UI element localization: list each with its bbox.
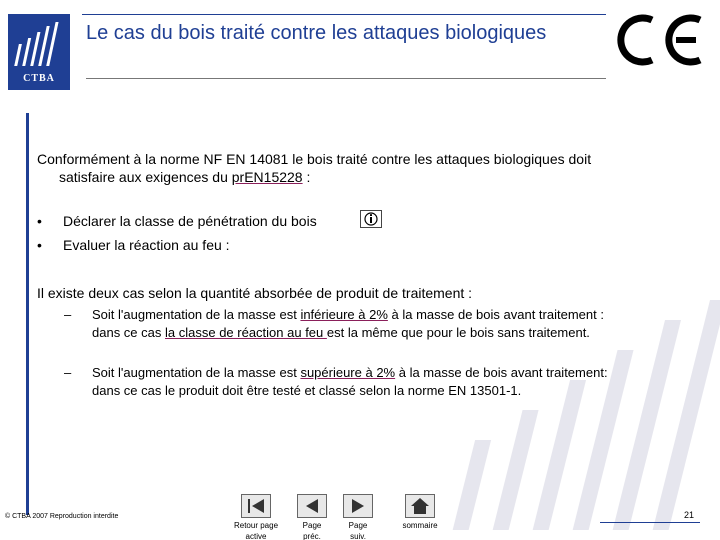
pren15228-link[interactable]: prEN15228 [231, 169, 303, 185]
case-line-2 [64, 324, 704, 342]
case-text: dans ce cas [92, 325, 165, 340]
case-text: Soit l'augmentation de la masse est [92, 365, 301, 380]
case-text: Soit l'augmentation de la masse est [92, 307, 301, 322]
summary-button[interactable] [396, 494, 444, 531]
info-icon[interactable] [360, 210, 382, 228]
next-arrow-icon[interactable] [343, 494, 373, 518]
case-item-above-2 [64, 364, 704, 400]
left-vertical-rule [26, 113, 29, 515]
logo-bars-icon [14, 20, 64, 68]
intro-line-2 [37, 168, 687, 186]
ctba-logo [8, 14, 70, 90]
footer-rule [600, 522, 700, 523]
cases-intro: Il existe deux cas selon la quantité absorbée de produit de traitement : [37, 285, 473, 301]
intro-paragraph [37, 150, 687, 186]
intro-line-2-end: : [302, 169, 311, 185]
bullet-text: Evaluer la réaction au feu : [63, 237, 230, 253]
nav-label: Page suiv. [348, 521, 368, 540]
case-text: à la masse de bois avant traitement : [387, 307, 604, 322]
case-line-2: dans ce cas le produit doit être testé et classé selon la norme EN 13501-1. [92, 383, 522, 398]
home-icon[interactable] [405, 494, 435, 518]
bullet-marker: • [37, 213, 42, 229]
next-page-button[interactable] [334, 494, 382, 540]
case-line-1 [64, 306, 704, 324]
bullet-text: Déclarer la classe de pénétration du bois [63, 213, 317, 229]
footer-copyright: © CTBA 2007 Reproduction interdite [5, 513, 119, 520]
dash-marker: – [64, 307, 72, 322]
case-text: est la même que pour le bois sans traitement. [326, 325, 590, 340]
title-bottom-rule [86, 78, 606, 79]
intro-line-1: Conformément à la norme NF EN 14081 le bois traité contre les attaques biologiques doit [37, 151, 592, 167]
page-number: 21 [684, 510, 695, 520]
case-emphasis: supérieure à 2% [300, 365, 396, 380]
logo-brand-text: CTBA [23, 73, 55, 84]
slide-title: Le cas du bois traité contre les attaques biologiques [86, 22, 547, 44]
intro-line-2-text: satisfaire aux exigences du [59, 169, 232, 185]
bullet-marker: • [37, 237, 42, 253]
nav-label: Retour page active [233, 521, 279, 540]
case-line-1 [64, 364, 704, 382]
nav-label: Page préc. [302, 521, 322, 540]
bullet-item-fire-reaction [37, 236, 437, 254]
first-page-icon[interactable] [241, 494, 271, 518]
title-top-rule [82, 14, 606, 15]
case-emphasis: la classe de réaction au feu [165, 325, 327, 340]
case-item-below-2 [64, 306, 704, 342]
ce-mark-icon [612, 12, 712, 68]
case-text: à la masse de bois avant traitement: [395, 365, 608, 380]
dash-marker: – [64, 365, 72, 380]
case-emphasis: inférieure à 2% [300, 307, 388, 322]
return-active-page-button[interactable] [232, 494, 280, 540]
previous-page-button[interactable] [288, 494, 336, 540]
nav-label: sommaire [402, 521, 438, 530]
previous-arrow-icon[interactable] [297, 494, 327, 518]
